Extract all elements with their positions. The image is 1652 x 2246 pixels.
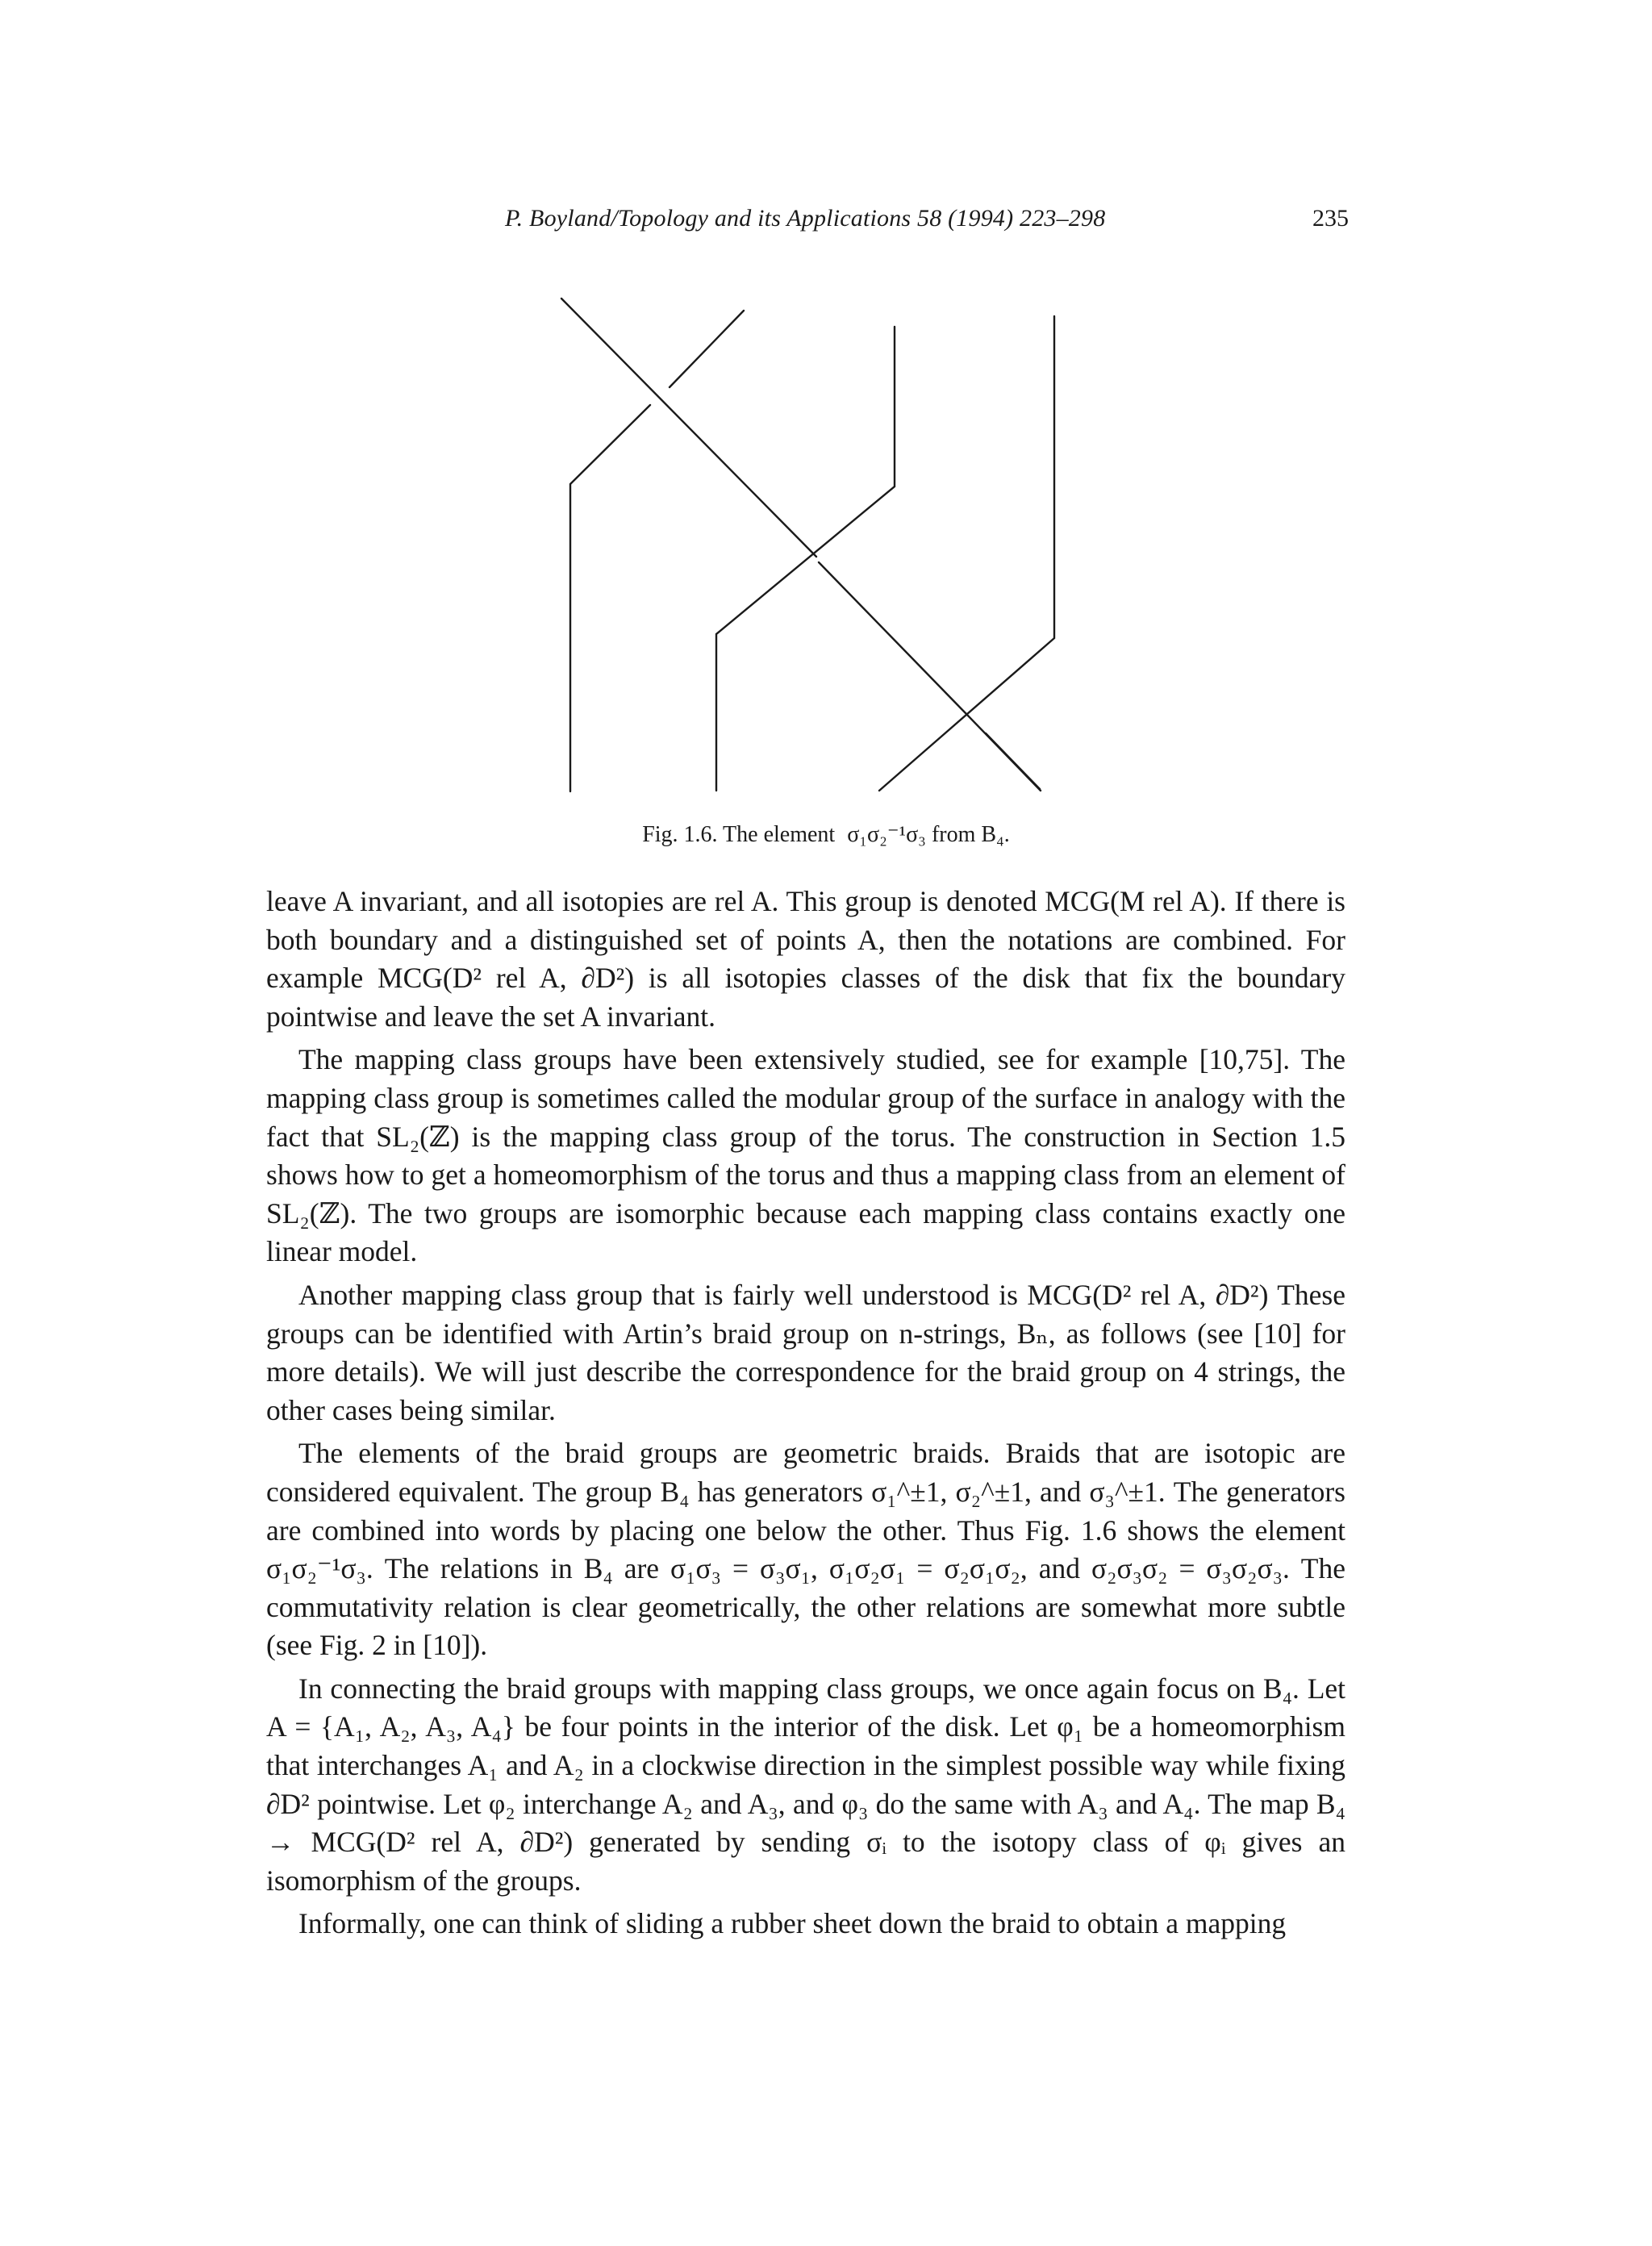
page-number: 235 bbox=[1312, 205, 1349, 232]
braid-strand-over bbox=[716, 327, 895, 791]
braid-diagram bbox=[0, 0, 1652, 823]
caption-suffix: from B₄. bbox=[925, 822, 1010, 847]
braid-strand-under bbox=[966, 714, 1041, 791]
figure-caption bbox=[0, 820, 1652, 848]
paragraph: The mapping class groups have been extensively studied, see for example [10,75]. The mapping class group is sometimes called the modular group of the surface in analogy with the fact that SL₂(ℤ) is the mapping class group of the torus. The construction in Section 1.5 shows how to get a homeomorphism of the torus and thus a mapping class from an element of SL₂(ℤ). The two groups are isomorphic because each mapping class contains exactly one linear model. bbox=[266, 1043, 1345, 1268]
body-text bbox=[266, 883, 1345, 1943]
braid-strand-under bbox=[819, 562, 966, 714]
paragraph: Informally, one can think of sliding a rubber sheet down the braid to obtain a mapping bbox=[298, 1907, 1287, 1940]
braid-strand-under bbox=[570, 405, 650, 791]
paragraph: The elements of the braid groups are geometric braids. Braids that are isotopic are considered equivalent. The group B₄ has generators σ₁^±1, σ₂^±1, and σ₃^±1. The generators are combined into words by placing one below the other. Thus Fig. 1.6 shows the element σ₁σ₂⁻¹σ₃. The relations in B₄ are σ₁σ₃ = σ₃σ₁, σ₁σ₂σ₁ = σ₂σ₁σ₂, and σ₂σ₃σ₂ = σ₃σ₂σ₃. The commutativity relation is clear geometrically, the other relations are somewhat more subtle (see Fig. 2 in [10]). bbox=[266, 1437, 1345, 1662]
braid-strand-over bbox=[561, 298, 816, 557]
paragraph: leave A invariant, and all isotopies are rel A. This group is denoted MCG(M rel A). If there is both boundary and a distinguished set of points A, then the notations are combined. For example MCG(D² rel A, ∂D²) is all isotopies classes of the disk that fix the boundary pointwise and leave the set A invariant. bbox=[266, 885, 1345, 1033]
braid-strand-under bbox=[670, 311, 744, 387]
paragraph: In connecting the braid groups with mapping class groups, we once again focus on B₄. Let A = {A₁, A₂, A₃, A₄} be four points in the interior of the disk. Let φ₁ be a homeomorphism that interchanges A₁ and A₂ in a clockwise direction in the simplest possible way while fixing ∂D² pointwise. Let φ₂ interchange A₂ and A₃, and φ₃ do the same with A₃ and A₄. The map B₄ → MCG(D² rel A, ∂D²) generated by sending σᵢ to the isotopy class of φᵢ gives an isomorphism of the groups. bbox=[266, 1672, 1345, 1897]
caption-math: σ₁σ₂⁻¹σ₃ bbox=[847, 822, 926, 847]
caption-prefix: Fig. 1.6. The element bbox=[642, 822, 841, 847]
braid-strand-over bbox=[879, 316, 1054, 791]
paragraph: Another mapping class group that is fairly well understood is MCG(D² rel A, ∂D²) These groups can be identified with Artin’s braid group on n-strings, Bₙ, as follows (see [10] for more details). We will just describe the correspondence for the braid group on 4 strings, the other cases being similar. bbox=[266, 1278, 1345, 1426]
running-title: P. Boyland/Topology and its Applications 58 (1994) 223–298 bbox=[505, 205, 1106, 232]
